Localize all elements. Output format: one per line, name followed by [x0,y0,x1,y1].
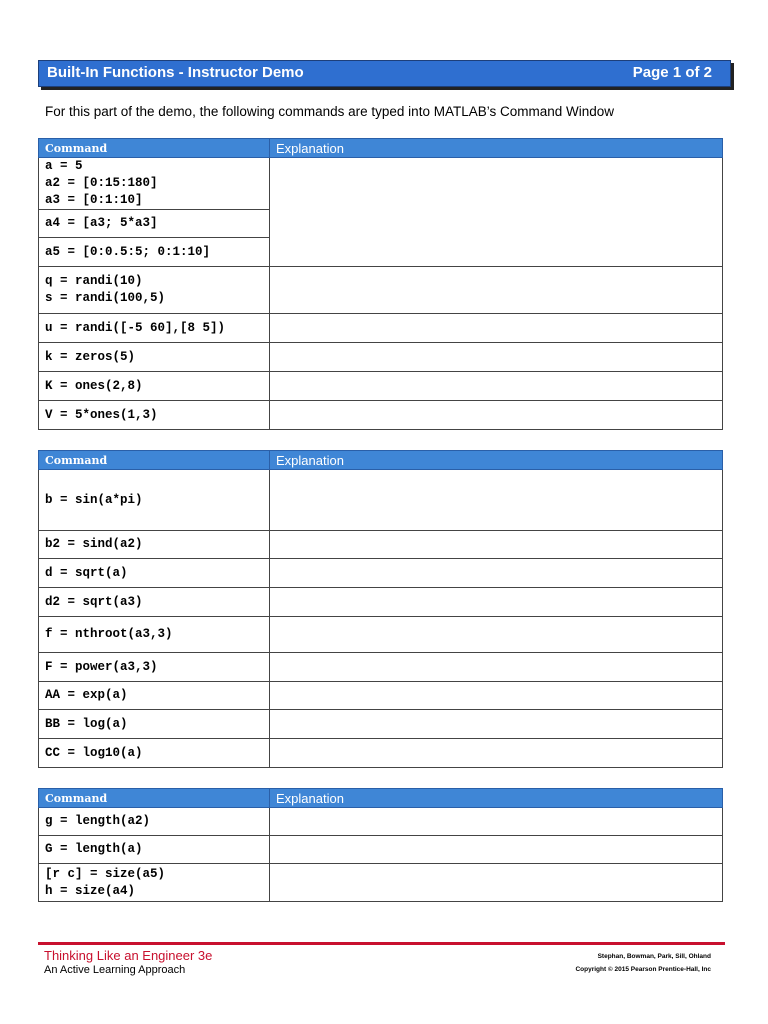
header-bar [38,60,731,87]
explanation-cell[interactable] [270,158,723,267]
command-table-1 [38,138,723,430]
explanation-header: Explanation [270,789,723,808]
command-cell: V = 5*ones(1,3) [39,401,270,430]
explanation-cell[interactable] [270,653,723,682]
table-row [39,401,723,430]
explanation-cell[interactable] [270,267,723,314]
explanation-cell[interactable] [270,739,723,768]
table-header-row [39,139,723,158]
explanation-cell[interactable] [270,470,723,531]
table-row [39,653,723,682]
table-row [39,470,723,531]
command-cell: a5 = [0:0.5:5; 0:1:10] [39,238,270,267]
explanation-cell[interactable] [270,617,723,653]
command-cell: g = length(a2) [39,808,270,836]
table-row [39,617,723,653]
page-number: Page 1 of 2 [632,64,712,81]
command-header: Command [39,451,270,470]
explanation-cell[interactable] [270,682,723,710]
command-cell: a4 = [a3; 5*a3] [39,210,270,238]
command-cell: b2 = sind(a2) [39,531,270,559]
command-cell: q = randi(10) s = randi(100,5) [39,267,270,314]
command-cell: AA = exp(a) [39,682,270,710]
table-row [39,836,723,864]
explanation-header: Explanation [270,139,723,158]
command-cell: u = randi([-5 60],[8 5]) [39,314,270,343]
command-cell: G = length(a) [39,836,270,864]
command-cell: K = ones(2,8) [39,372,270,401]
command-cell: BB = log(a) [39,710,270,739]
explanation-cell[interactable] [270,401,723,430]
footer-book-subtitle: An Active Learning Approach [44,964,186,976]
intro-text: For this part of the demo, the following commands are typed into MATLAB’s Command Window [45,104,615,119]
table-row [39,314,723,343]
explanation-cell[interactable] [270,710,723,739]
table-row [39,710,723,739]
table-row [39,531,723,559]
table-header-row [39,789,723,808]
explanation-cell[interactable] [270,372,723,401]
explanation-cell[interactable] [270,314,723,343]
table-row [39,588,723,617]
table-row [39,372,723,401]
table-row [39,158,723,210]
explanation-cell[interactable] [270,864,723,902]
table-row [39,682,723,710]
table-row [39,864,723,902]
explanation-cell[interactable] [270,559,723,588]
table-row [39,343,723,372]
command-cell: k = zeros(5) [39,343,270,372]
table-row [39,559,723,588]
command-cell: d2 = sqrt(a3) [39,588,270,617]
table-header-row [39,451,723,470]
command-table-2 [38,450,723,768]
footer-copyright: Copyright © 2015 Pearson Prentice-Hall, Inc [575,966,711,973]
footer-divider [38,942,725,945]
footer-authors: Stephan, Bowman, Park, Sill, Ohland [597,953,711,960]
command-header: Command [39,139,270,158]
command-cell: CC = log10(a) [39,739,270,768]
page-title: Built-In Functions - Instructor Demo [47,64,304,81]
explanation-cell[interactable] [270,343,723,372]
table-row [39,267,723,314]
explanation-cell[interactable] [270,531,723,559]
explanation-cell[interactable] [270,588,723,617]
command-cell: F = power(a3,3) [39,653,270,682]
footer-book-title: Thinking Like an Engineer 3e [44,948,213,963]
explanation-cell[interactable] [270,808,723,836]
command-cell: [r c] = size(a5) h = size(a4) [39,864,270,902]
command-header: Command [39,789,270,808]
command-cell: d = sqrt(a) [39,559,270,588]
command-cell: b = sin(a*pi) [39,470,270,531]
table-row [39,739,723,768]
explanation-cell[interactable] [270,836,723,864]
command-cell: f = nthroot(a3,3) [39,617,270,653]
command-table-3 [38,788,723,902]
table-row [39,808,723,836]
command-cell: a = 5 a2 = [0:15:180] a3 = [0:1:10] [39,158,270,210]
explanation-header: Explanation [270,451,723,470]
